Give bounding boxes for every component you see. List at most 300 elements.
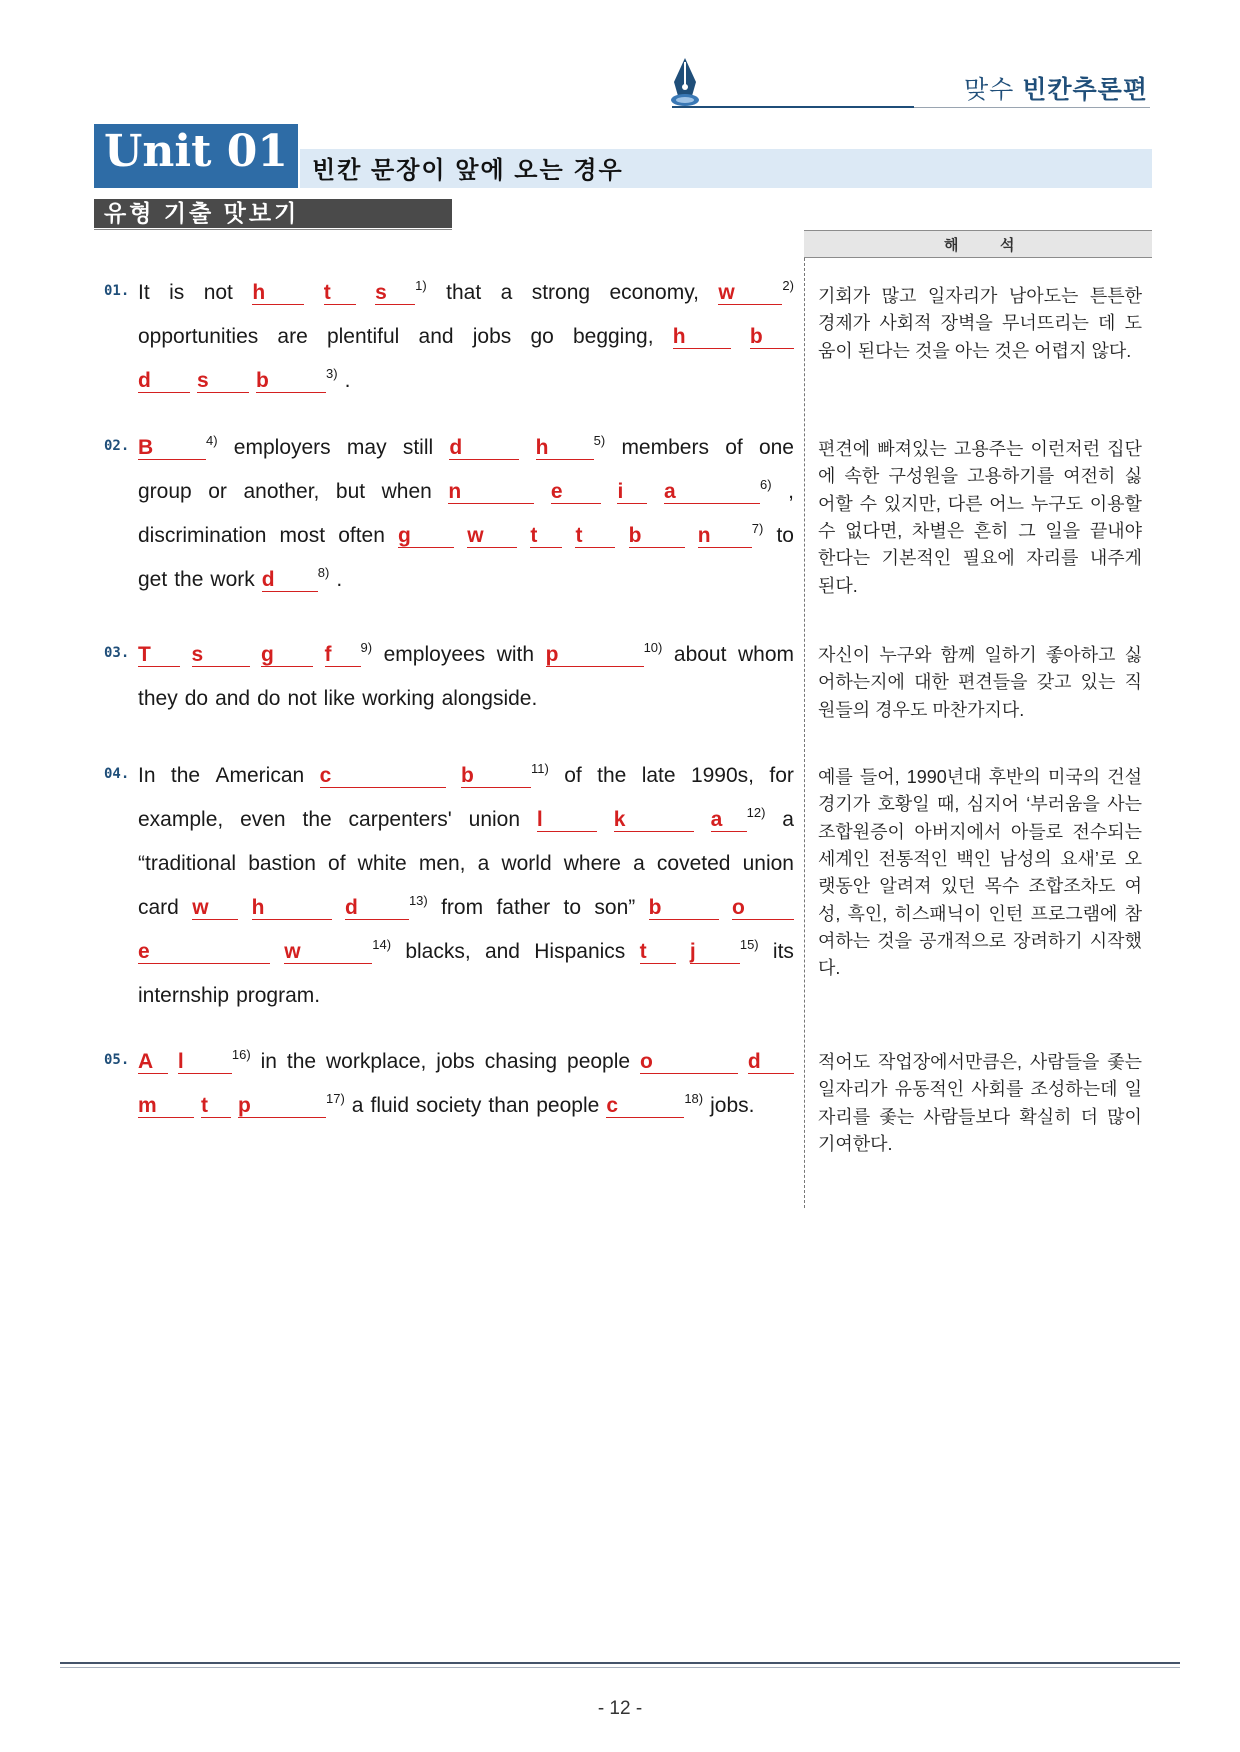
- translation-header: [804, 230, 1152, 258]
- translation-line: [818, 1131, 1142, 1158]
- translation-word: 에: [818, 466, 836, 487]
- word: son”: [594, 896, 636, 919]
- translation-word: 경제가: [818, 313, 871, 334]
- blank-number: 3): [326, 366, 338, 381]
- word: union: [742, 852, 794, 875]
- word: plentiful: [326, 325, 400, 348]
- blank-group: [324, 278, 356, 308]
- translation-word: 확실히: [1019, 1106, 1072, 1127]
- fill-in-blank[interactable]: d: [262, 569, 318, 592]
- translation-word: 무너뜨리는: [1001, 313, 1089, 334]
- blank-number: 7): [751, 521, 764, 536]
- fill-in-blank[interactable]: f: [325, 644, 361, 667]
- word: not: [287, 687, 317, 710]
- word: fluid: [370, 1094, 410, 1117]
- translation-word: 고용하기를: [967, 466, 1055, 487]
- question-number: 03.: [104, 645, 130, 661]
- word: whom: [737, 643, 794, 666]
- blank-group: [284, 937, 391, 967]
- translation-word: 끝내야: [1089, 520, 1142, 541]
- word: father: [496, 896, 551, 919]
- fill-in-blank[interactable]: w: [467, 525, 517, 548]
- translation-line: [818, 1049, 1142, 1076]
- translation-word: 여하는: [818, 930, 871, 951]
- word: do: [257, 687, 281, 710]
- translation-word: 세계인: [818, 848, 871, 869]
- translation-word: 사는: [1107, 794, 1142, 815]
- translation-word: 장벽을: [940, 313, 993, 334]
- translation-word: 요새’로: [1060, 848, 1117, 869]
- translation-line: [818, 669, 1142, 696]
- translation-line: [818, 1076, 1142, 1103]
- translation-word: 남아도는: [1008, 286, 1079, 306]
- fill-in-blank[interactable]: d: [138, 370, 190, 393]
- translation-line: [818, 764, 1142, 791]
- translation-word: 어렵지: [1034, 340, 1087, 361]
- blank-group: [629, 521, 685, 551]
- translation-line: [818, 518, 1142, 545]
- fill-in-blank[interactable]: a: [664, 481, 760, 504]
- word: a: [782, 808, 794, 831]
- blank-number: 18): [684, 1091, 704, 1106]
- translation-word: 없다면,: [845, 520, 903, 541]
- word: discrimination: [138, 524, 267, 547]
- fill-in-blank[interactable]: t: [324, 282, 356, 305]
- blank-number: 1): [415, 278, 427, 293]
- translation-word: 사회적: [879, 313, 932, 334]
- word: chasing: [484, 1050, 558, 1073]
- translation-word: 기본적인: [881, 548, 952, 569]
- fill-in-blank[interactable]: w: [192, 897, 238, 920]
- word: about: [673, 643, 727, 666]
- translation-word: 사람들보다: [923, 1106, 1011, 1127]
- fill-in-blank[interactable]: d: [345, 897, 409, 920]
- word: society: [416, 1094, 482, 1117]
- blank-group: [178, 1047, 251, 1077]
- fill-in-blank[interactable]: h: [252, 897, 332, 920]
- translation-word: 차별은: [911, 520, 965, 541]
- question-line: [138, 1047, 794, 1077]
- blank-group: [461, 761, 549, 791]
- word: from: [441, 896, 484, 919]
- word: opportunities: [138, 325, 259, 348]
- translation-word: 필요에: [962, 548, 1015, 569]
- translation-word: 흑인,: [847, 903, 888, 924]
- fill-in-blank[interactable]: n: [448, 481, 534, 504]
- translation-word: 아버지에서: [914, 821, 1002, 842]
- translation-word: 튼튼한: [1089, 286, 1142, 306]
- book-title: [940, 70, 1148, 106]
- translation-word: 일을: [1045, 520, 1081, 541]
- blank-group: [718, 278, 794, 308]
- fill-in-blank[interactable]: j: [690, 941, 740, 964]
- word: men,: [418, 852, 466, 875]
- question-number: 01.: [104, 283, 130, 299]
- fill-in-blank[interactable]: c: [320, 765, 446, 788]
- word: often: [338, 524, 385, 547]
- blank-group: [732, 893, 794, 923]
- translation-word: 좇는: [1107, 1052, 1142, 1072]
- translation-word: 직: [1124, 672, 1142, 693]
- question-line: [138, 684, 794, 714]
- blank-number: 16): [231, 1047, 251, 1062]
- word: It: [138, 281, 150, 304]
- fill-in-blank[interactable]: a: [711, 809, 747, 832]
- blank-number: 8): [317, 565, 330, 580]
- translation-line: [818, 642, 1142, 669]
- fill-in-blank[interactable]: p: [238, 1095, 326, 1118]
- blank-group: [649, 893, 719, 923]
- word: for: [769, 764, 794, 787]
- fill-in-blank[interactable]: b: [256, 370, 326, 393]
- blank-group: [138, 433, 218, 463]
- question-line: [138, 640, 794, 670]
- blank-number: 10): [643, 640, 663, 655]
- translation-line: [818, 310, 1142, 337]
- word: the: [286, 1050, 317, 1073]
- word: work: [210, 568, 255, 591]
- word: a: [500, 281, 513, 304]
- translation-word: 아들로: [1010, 821, 1063, 842]
- blank-number: 6): [759, 477, 772, 492]
- translation-word: 집단: [1107, 439, 1142, 459]
- translation-line: [818, 436, 1142, 463]
- fill-in-blank[interactable]: s: [375, 282, 415, 305]
- word: and: [215, 687, 251, 710]
- fill-in-blank[interactable]: o: [732, 897, 794, 920]
- fill-in-blank[interactable]: h: [536, 437, 594, 460]
- question-line: [138, 433, 794, 463]
- translation-line: [818, 1104, 1142, 1131]
- fill-in-blank[interactable]: i: [617, 481, 647, 504]
- translation-line: [818, 463, 1142, 490]
- blank-group: [320, 761, 446, 791]
- word: a: [477, 852, 490, 875]
- translation-word: 기여한다.: [818, 1133, 893, 1154]
- translation-word: 예를: [818, 767, 853, 787]
- fill-in-blank[interactable]: b: [629, 525, 685, 548]
- blank-group: [698, 521, 764, 551]
- page-number: - 12 -: [597, 1698, 643, 1719]
- translation-word: 사람들을: [1029, 1052, 1100, 1072]
- word: of: [564, 764, 582, 787]
- fill-in-blank[interactable]: t: [640, 941, 676, 964]
- word: people: [536, 1094, 600, 1117]
- word: blacks,: [405, 940, 471, 963]
- blank-number: 5): [593, 433, 606, 448]
- fill-in-blank[interactable]: b: [461, 765, 531, 788]
- word: are: [277, 325, 308, 348]
- fill-in-blank[interactable]: l: [178, 1051, 232, 1074]
- translation-word: 움이: [818, 340, 853, 361]
- word: workplace,: [325, 1050, 427, 1073]
- translation-word: 조합원증이: [818, 821, 905, 842]
- blank-group: [530, 521, 562, 551]
- translation-word: 된다.: [818, 575, 858, 596]
- word: is: [169, 281, 185, 304]
- section-underline: [94, 229, 452, 230]
- blank-group: [448, 477, 534, 507]
- translation-line: [818, 901, 1142, 928]
- translation-word: 조성하는데: [1030, 1079, 1118, 1100]
- blank-group: [551, 477, 601, 507]
- translation-word: 여: [1124, 876, 1142, 897]
- fill-in-blank[interactable]: m: [138, 1095, 194, 1118]
- blank-group: [192, 640, 250, 670]
- fill-in-blank[interactable]: b: [649, 897, 719, 920]
- blank-group: [640, 937, 676, 967]
- question-line: [138, 278, 794, 308]
- word: economy,: [609, 281, 699, 304]
- translation-word: 들어,: [859, 767, 900, 787]
- translation-word: 성,: [818, 903, 841, 924]
- blank-group: [197, 366, 249, 396]
- word: one: [758, 436, 794, 459]
- translation-line: [818, 873, 1142, 900]
- word: that: [446, 281, 482, 304]
- translation-word: 대한: [914, 672, 949, 693]
- word: employers: [233, 436, 331, 459]
- word: or: [208, 480, 227, 503]
- fill-in-blank[interactable]: n: [698, 525, 752, 548]
- question-number: 05.: [104, 1052, 130, 1068]
- fill-in-blank[interactable]: s: [197, 370, 249, 393]
- word: when: [381, 480, 432, 503]
- blank-number: 17): [326, 1091, 345, 1106]
- fill-in-blank[interactable]: t: [575, 525, 615, 548]
- word: where: [563, 852, 621, 875]
- translation-word: 작업장에서만큼은,: [877, 1052, 1023, 1072]
- blank-group: [614, 805, 694, 835]
- translation-word: 많고: [881, 286, 917, 306]
- word: program.: [236, 984, 321, 1007]
- translation-word: 후반의: [988, 767, 1041, 787]
- blank-group: [575, 521, 615, 551]
- blank-group: [345, 893, 428, 923]
- translation-word: 조합조차도: [1028, 876, 1116, 897]
- translation-word: 랫동안: [818, 876, 871, 897]
- blank-group: [664, 477, 772, 507]
- fill-in-blank[interactable]: p: [546, 644, 644, 667]
- blank-group: [138, 1047, 168, 1077]
- book-title-light: 맞수: [963, 76, 1023, 104]
- translation-word: 누구도: [1030, 493, 1083, 514]
- fill-in-blank[interactable]: c: [606, 1095, 684, 1118]
- fill-in-blank[interactable]: h: [673, 326, 731, 349]
- unit-subtitle: 빈칸 문장이 앞에 오는 경우: [312, 157, 624, 184]
- blank-group: [673, 322, 731, 352]
- word: and: [418, 325, 454, 348]
- question-number: 04.: [104, 766, 130, 782]
- translation-line: [818, 697, 1142, 724]
- translation-word: 경우도: [875, 699, 928, 720]
- word: a: [633, 852, 645, 875]
- word: group: [138, 480, 192, 503]
- blank-group: [325, 640, 373, 670]
- translation-line: [818, 573, 1142, 600]
- word: .: [336, 568, 343, 591]
- word: begging,: [572, 325, 654, 348]
- word: may: [346, 436, 387, 459]
- fill-in-blank[interactable]: o: [640, 1051, 738, 1074]
- translation-word: 백인: [956, 848, 992, 869]
- fill-in-blank[interactable]: e: [551, 481, 601, 504]
- translation-word: 다른: [947, 493, 983, 514]
- translation-word: 편견들을: [958, 672, 1028, 693]
- translation-word: 기회가: [818, 286, 871, 306]
- word: the: [174, 568, 204, 591]
- word: coveted: [656, 852, 731, 875]
- blank-group: [375, 278, 427, 308]
- blank-number: 11): [530, 761, 549, 776]
- question-number: 02.: [104, 438, 130, 454]
- word: alongside.: [441, 687, 538, 710]
- translation-word: 히스패닉이: [894, 903, 982, 924]
- translation-word: 일자리가: [818, 1079, 888, 1100]
- fill-in-blank[interactable]: e: [138, 941, 270, 964]
- word: “traditional: [138, 852, 237, 875]
- word: get: [138, 568, 168, 591]
- fill-in-blank[interactable]: B: [138, 437, 206, 460]
- translation-word: 것을: [914, 340, 950, 361]
- fill-in-blank[interactable]: b: [750, 326, 794, 349]
- translation-word: 고용주는: [953, 439, 1024, 459]
- word: world: [501, 852, 552, 875]
- translation-word: 수: [859, 493, 877, 514]
- translation-word: 자리를: [1026, 548, 1079, 569]
- word: of: [725, 436, 743, 459]
- translation-word: 더: [1080, 1106, 1099, 1127]
- word: people: [567, 1050, 631, 1073]
- blank-group: [617, 477, 647, 507]
- translation-line: [818, 928, 1142, 955]
- translation-header-char-2: 석: [1000, 237, 1015, 254]
- fill-in-blank[interactable]: A: [138, 1051, 168, 1074]
- translation-word: 많이: [1107, 1106, 1142, 1127]
- book-title-bold: 빈칸추론편: [1022, 76, 1148, 104]
- word: ,: [788, 480, 794, 503]
- blank-group: [138, 937, 270, 967]
- translation-word: 때,: [937, 794, 960, 815]
- translation-word: 있지만,: [883, 493, 941, 514]
- word: jobs: [436, 1050, 475, 1073]
- translation-line: [818, 791, 1142, 818]
- word: the: [302, 808, 332, 831]
- translation-word: 도: [1124, 313, 1142, 334]
- question-line: [138, 849, 794, 879]
- translation-word: 적어도: [818, 1052, 871, 1072]
- word: and: [484, 940, 520, 963]
- word: in: [260, 1050, 277, 1073]
- column-divider: [804, 258, 805, 1208]
- translation-word: 갖고: [1036, 672, 1072, 693]
- question-line: [138, 805, 794, 835]
- word: go: [530, 325, 554, 348]
- unit-label: Unit 01: [104, 126, 288, 177]
- translation-word: 전수되는: [1072, 821, 1142, 842]
- fill-in-blank[interactable]: h: [252, 282, 304, 305]
- translation-word: 알려져: [879, 876, 932, 897]
- translation-word: 건설: [1107, 767, 1142, 787]
- translation-word: 있는: [1080, 672, 1116, 693]
- blank-group: [748, 1047, 794, 1077]
- fill-in-blank[interactable]: d: [449, 437, 519, 460]
- translation-word: 좋아하고: [1045, 645, 1116, 665]
- fill-in-blank[interactable]: w: [284, 941, 372, 964]
- word: union: [468, 808, 521, 831]
- word: they: [138, 687, 178, 710]
- word: to: [776, 524, 794, 547]
- blank-number: 13): [408, 893, 428, 908]
- fill-in-blank[interactable]: d: [748, 1051, 794, 1074]
- question-line: [138, 366, 794, 396]
- translation-word: 자신이: [818, 645, 871, 665]
- word: the: [597, 764, 627, 787]
- word: employees: [383, 643, 486, 666]
- fill-in-blank[interactable]: s: [192, 644, 250, 667]
- blank-group: [546, 640, 663, 670]
- blank-group: [192, 893, 238, 923]
- translation-word: 남성의: [999, 848, 1052, 869]
- question-line: [138, 937, 794, 967]
- question-line: [138, 981, 794, 1011]
- word: its: [772, 940, 794, 963]
- translation-word: 호황일: [877, 794, 930, 815]
- fill-in-blank[interactable]: g: [398, 525, 454, 548]
- blank-group: [606, 1091, 703, 1121]
- blank-number: 14): [372, 937, 392, 952]
- translation-word: 좇는: [879, 1106, 915, 1127]
- blank-group: [750, 322, 794, 352]
- word: American: [215, 764, 305, 787]
- blank-number: 12): [746, 805, 766, 820]
- question-line: [138, 322, 794, 352]
- blank-number: 2): [782, 278, 794, 293]
- question-line: [138, 565, 794, 595]
- translation-word: 그: [1018, 520, 1036, 541]
- translation-word: 경기가: [818, 794, 871, 815]
- fill-in-blank[interactable]: t: [201, 1095, 231, 1118]
- translation-word: 장려하기: [1013, 930, 1083, 951]
- blank-number: 9): [360, 640, 373, 655]
- translation-word: 인턴: [988, 903, 1024, 924]
- word: like: [323, 687, 356, 710]
- translation-word: 누구와: [879, 645, 932, 665]
- blank-group: [256, 366, 338, 396]
- section-label: 유형 기출 맛보기: [104, 200, 300, 226]
- translation-line: [818, 545, 1142, 572]
- word: jobs.: [710, 1094, 755, 1117]
- question-line: [138, 477, 794, 507]
- translation-word: 것은: [994, 340, 1030, 361]
- fill-in-blank[interactable]: k: [614, 809, 694, 832]
- translation-word: 어하는지에: [818, 672, 905, 693]
- translation-word: 된다는: [857, 340, 910, 361]
- word: strong: [531, 281, 591, 304]
- translation-line: [818, 338, 1142, 365]
- translation-line: [818, 283, 1142, 310]
- word: members: [621, 436, 709, 459]
- fill-in-blank[interactable]: T: [138, 644, 180, 667]
- question-line: [138, 521, 794, 551]
- translation-word: 구성원을: [888, 466, 959, 487]
- fill-in-blank[interactable]: l: [537, 809, 597, 832]
- blank-group: [467, 521, 517, 551]
- translation-word: 어할: [818, 493, 853, 514]
- fill-in-blank[interactable]: w: [718, 282, 782, 305]
- fill-in-blank[interactable]: t: [530, 525, 562, 548]
- fill-in-blank[interactable]: g: [261, 644, 313, 667]
